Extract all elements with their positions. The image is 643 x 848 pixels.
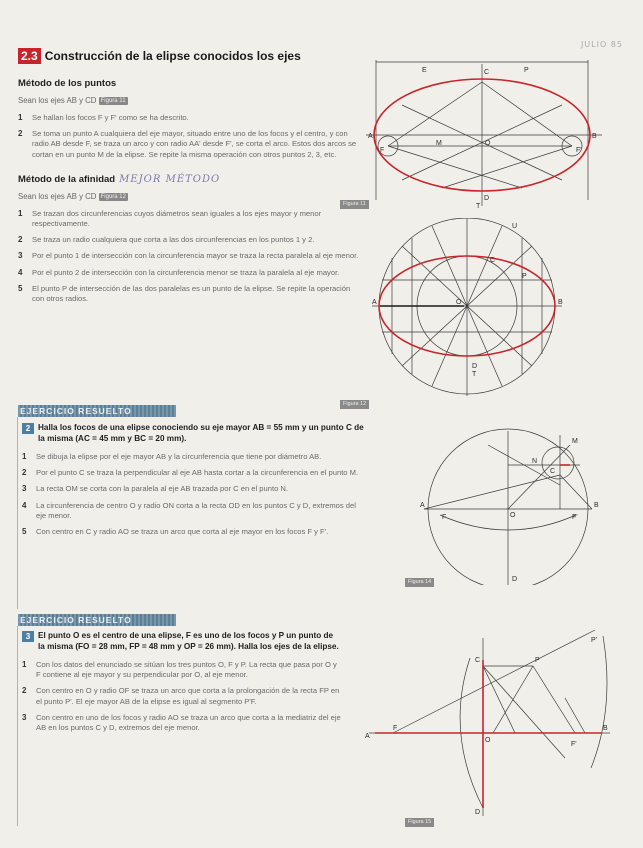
label-f-prime: F' bbox=[572, 514, 578, 521]
step-number: 1 bbox=[18, 113, 23, 122]
exercise-3-rule bbox=[17, 626, 18, 826]
method1-intro-text: Sean los ejes AB y CD bbox=[18, 96, 97, 105]
list-item bbox=[18, 268, 363, 278]
label-a: A bbox=[420, 502, 425, 509]
label-p: P bbox=[522, 273, 527, 280]
list-item bbox=[22, 468, 364, 478]
section-header bbox=[18, 48, 363, 64]
label-o: O bbox=[456, 299, 462, 306]
label-d: D bbox=[512, 576, 518, 583]
list-item bbox=[18, 129, 363, 160]
section-title: Construcción de la elipse conocidos los ejes bbox=[44, 49, 301, 63]
list-item bbox=[22, 660, 342, 680]
label-b: B bbox=[592, 133, 597, 140]
exercise-2-question: Halla los focos de una elipse conociendo su eje mayor AB = 55 mm y un punto C de la misma (AC = 45 mm y BC = 20 mm). bbox=[38, 423, 364, 443]
method2-header bbox=[18, 174, 363, 192]
step-number: 3 bbox=[18, 251, 23, 261]
step-number: 2 bbox=[18, 129, 23, 139]
figure-15-axes bbox=[365, 628, 620, 818]
figure-14-label: Figura 14 bbox=[405, 578, 434, 587]
handwritten-note: MEJOR MÉTODO bbox=[119, 173, 221, 185]
label-c: C bbox=[490, 257, 496, 264]
step-text: Por el punto C se traza la perpendicular al eje AB hasta cortar a la circunferencia en el punto M. bbox=[36, 468, 359, 478]
label-b: B bbox=[603, 725, 608, 732]
figure-ref-badge: Figura 11 bbox=[100, 97, 126, 104]
list-item bbox=[18, 251, 363, 261]
method2-steps bbox=[18, 209, 363, 304]
method1-intro bbox=[18, 96, 363, 106]
label-b: B bbox=[558, 299, 563, 306]
list-item bbox=[22, 686, 342, 706]
step-text: Se trazan dos circunferencias cuyos diámetros sean iguales a los ejes mayor y menor respectivamente. bbox=[32, 208, 322, 229]
label-m: M bbox=[436, 140, 442, 147]
exercise-2-number: 2 bbox=[22, 423, 34, 434]
step-number: 3 bbox=[22, 712, 27, 722]
exercise-2-rule bbox=[17, 417, 18, 609]
label-d: D bbox=[484, 195, 490, 202]
list-item bbox=[22, 501, 364, 521]
step-text: Se traza un radio cualquiera que corta a las dos circunferencias en los puntos 1 y 2. bbox=[32, 235, 315, 245]
step-number: 2 bbox=[22, 468, 27, 478]
exercise-3 bbox=[22, 631, 342, 739]
list-item bbox=[18, 235, 363, 245]
step-number: 1 bbox=[22, 452, 27, 461]
list-item bbox=[22, 452, 364, 462]
step-number: 5 bbox=[22, 527, 27, 537]
label-o: O bbox=[485, 140, 491, 147]
figure-12-ellipse-affinity bbox=[372, 218, 572, 398]
label-t: T bbox=[476, 203, 481, 210]
exercise-2-steps bbox=[22, 452, 364, 537]
step-number: 4 bbox=[18, 267, 23, 277]
label-c: C bbox=[475, 657, 481, 664]
label-p: P bbox=[535, 657, 540, 664]
step-number: 4 bbox=[22, 500, 27, 510]
step-number: 2 bbox=[22, 686, 27, 696]
label-n: N bbox=[532, 458, 538, 465]
label-o: O bbox=[485, 737, 491, 744]
label-b: B bbox=[594, 502, 599, 509]
method2-intro-text: Sean los ejes AB y CD bbox=[18, 191, 97, 201]
step-text: La circunferencia de centro O y radio ON corta a la recta OD en los puntos C y D, extremos del eje menor. bbox=[36, 500, 356, 520]
list-item bbox=[22, 713, 342, 733]
exercise-3-bar bbox=[18, 614, 176, 626]
label-c: C bbox=[484, 69, 490, 76]
label-d: D bbox=[472, 363, 478, 370]
step-text: El punto P de intersección de las dos paralelas es un punto de la elipse. Se repite la operación con otros radios. bbox=[32, 283, 351, 304]
exercise-2 bbox=[22, 423, 364, 543]
label-f-prime: F' bbox=[571, 741, 577, 748]
step-text: Con centro en O y radio OF se traza un arco que corta a la prolongación de la recta FP en el punto P'. El eje mayor AB de la elipse es igual al segmento P'F. bbox=[36, 686, 340, 706]
label-a: A bbox=[365, 733, 370, 740]
label-f: F bbox=[442, 514, 447, 521]
step-number: 5 bbox=[18, 283, 23, 293]
list-item bbox=[22, 527, 364, 537]
figure-11-ellipse-points bbox=[362, 50, 624, 210]
step-number: 1 bbox=[22, 660, 27, 669]
exercise-2-bar-label: EJERCICIO RESUELTO bbox=[20, 406, 132, 416]
exercise-3-question: El punto O es el centro de una elipse, F es uno de los focos y P un punto de la misma (FO = 28 mm, FP = 48 mm y OP = 26 mm). Halla los ejes de la elipse. bbox=[38, 631, 339, 651]
list-item bbox=[18, 284, 363, 304]
label-t: T bbox=[472, 371, 477, 378]
step-text: Se hallan los focos F y F' como se ha descrito. bbox=[32, 113, 189, 122]
left-column bbox=[18, 48, 363, 310]
label-p: P bbox=[524, 67, 529, 74]
step-text: Con los datos del enunciado se sitúan los tres puntos O, F y P. La recta que pasa por O y F contiene al eje mayor y su perpendicular por O, al eje menor. bbox=[36, 660, 337, 680]
step-text: Con centro en uno de los focos y radio AO se traza un arco que corta a la mediatriz del eje AB en los puntos C y D, extremos del eje menor. bbox=[36, 712, 341, 733]
exercise-3-number: 3 bbox=[22, 631, 34, 642]
label-o: O bbox=[510, 512, 516, 519]
label-u: U bbox=[512, 223, 518, 230]
exercise-3-bar-label: EJERCICIO RESUELTO bbox=[20, 615, 132, 625]
label-c: C bbox=[550, 468, 556, 475]
list-item bbox=[18, 209, 363, 229]
label-f-prime: F' bbox=[576, 147, 582, 154]
step-number: 3 bbox=[22, 484, 27, 494]
figure-12-label: Figura 12 bbox=[340, 400, 369, 409]
label-p-prime: P' bbox=[591, 637, 598, 644]
method2-title: Método de la afinidad bbox=[18, 173, 116, 185]
label-a: A bbox=[368, 133, 373, 140]
method2-intro bbox=[18, 192, 363, 202]
figure-14-foci bbox=[420, 425, 620, 585]
list-item bbox=[22, 484, 364, 494]
exercise-2-bar bbox=[18, 405, 176, 417]
method1-title: Método de los puntos bbox=[18, 78, 117, 89]
exercise-2-question-row bbox=[22, 423, 364, 444]
figure-ref-badge: Figura 12 bbox=[100, 193, 126, 200]
figure-11-label: Figura 11 bbox=[340, 200, 369, 209]
step-text: Por el punto 1 de intersección con la circunferencia mayor se traza la recta paralela al eje menor. bbox=[32, 251, 359, 261]
figure-15-label: Figura 15 bbox=[405, 818, 434, 827]
label-e: E bbox=[422, 67, 427, 74]
step-text: Por el punto 2 de intersección con la circunferencia menor se traza la paralela al eje mayor. bbox=[32, 267, 340, 277]
exercise-3-steps bbox=[22, 660, 342, 733]
handwritten-top-note: JULIO 85 bbox=[580, 40, 623, 49]
label-f: F bbox=[380, 147, 385, 154]
step-number: 2 bbox=[18, 235, 23, 245]
label-m: M bbox=[572, 438, 578, 445]
label-f: F bbox=[393, 725, 398, 732]
step-text: Se toma un punto A cualquiera del eje mayor, situado entre uno de los focos y el centro, y con radio AB desde F, se traza un arco y con radio AA' desde F', se corta el arco. Estos dos arcos se cortan en un punto M de la elipse. Se repite la misma operación con otros puntos 2, 3, etc. bbox=[32, 129, 357, 159]
exercise-3-question-row bbox=[22, 631, 342, 652]
step-number: 1 bbox=[18, 208, 23, 218]
section-number: 2.3 bbox=[18, 48, 41, 64]
method1-steps bbox=[18, 113, 363, 160]
label-a: A bbox=[372, 299, 377, 306]
step-text: Con centro en C y radio AO se traza un arco que corta al eje mayor en los focos F y F'. bbox=[36, 527, 329, 537]
list-item bbox=[18, 113, 363, 123]
step-text: Se dibuja la elipse por el eje mayor AB y la circunferencia que tiene por diámetro AB. bbox=[36, 452, 322, 461]
label-d: D bbox=[475, 809, 481, 816]
step-text: La recta OM se corta con la paralela al eje AB trazada por C en el punto N. bbox=[36, 484, 288, 494]
